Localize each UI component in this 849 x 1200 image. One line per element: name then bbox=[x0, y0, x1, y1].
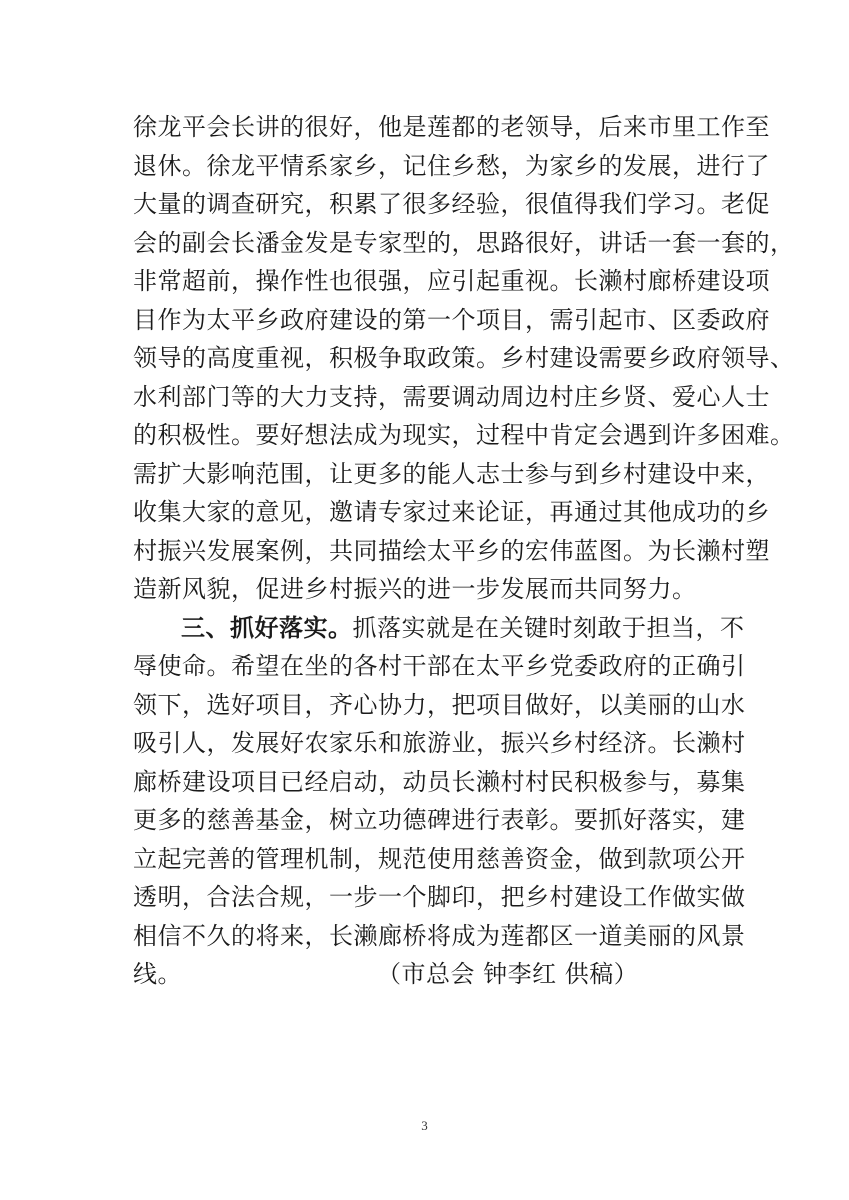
paragraph-2 bbox=[133, 609, 746, 994]
text-line: 需扩大影响范围，让更多的能人志士参与到乡村建设中来， bbox=[133, 459, 770, 488]
text-line: 相信不久的将来，长濑廊桥将成为莲都区一道美丽的风景 bbox=[133, 921, 746, 950]
text-line: 退休。徐龙平情系家乡，记住乡愁，为家乡的发展，进行了 bbox=[133, 151, 770, 180]
text-line: 辱使命。希望在坐的各村干部在太平乡党委政府的正确引 bbox=[133, 652, 746, 680]
text-line: 廊桥建设项目已经启动，动员长濑村村民积极参与，募集 bbox=[133, 767, 746, 796]
text-line: 收集大家的意见，邀请专家过来论证，再通过其他成功的乡 bbox=[133, 498, 770, 526]
text-line: 领导的高度重视，积极争取政策。乡村建设需要乡政府领导、 bbox=[133, 344, 795, 372]
text-line: 的积极性。要好想法成为现实，过程中肯定会遇到许多困难。 bbox=[133, 421, 795, 449]
paragraph-1 bbox=[133, 108, 795, 609]
text-line: 非常超前，操作性也很强，应引起重视。长濑村廊桥建设项 bbox=[133, 267, 770, 295]
text-line: 会的副会长潘金发是专家型的，思路很好，讲话一套一套的， bbox=[133, 228, 795, 257]
text-line: 目作为太平乡政府建设的第一个项目，需引起市、区委政府 bbox=[133, 305, 770, 334]
text-line: 吸引人，发展好农家乐和旅游业，振兴乡村经济。长濑村 bbox=[133, 729, 746, 757]
page-number: 3 bbox=[421, 1118, 428, 1133]
text-line: 大量的调查研究，积累了很多经验，很值得我们学习。老促 bbox=[133, 190, 770, 218]
text-line bbox=[133, 955, 716, 994]
text-line: 立起完善的管理机制，规范使用慈善资金，做到款项公开 bbox=[133, 844, 746, 873]
body-text bbox=[133, 108, 795, 994]
text-line-end: 线。 bbox=[133, 960, 182, 988]
section-heading: 三、抓好落实。 bbox=[181, 612, 353, 642]
text-line: 领下，选好项目，齐心协力，把项目做好，以美丽的山水 bbox=[133, 690, 746, 719]
text-line: 透明，合法合规，一步一个脚印，把乡村建设工作做实做 bbox=[133, 883, 746, 911]
text-line: 造新风貌，促进乡村振兴的进一步发展而共同努力。 bbox=[133, 575, 697, 603]
text-line: 水利部门等的大力支持，需要调动周边村庄乡贤、爱心人士 bbox=[133, 382, 770, 411]
author-credit: （市总会 钟李红 供稿） bbox=[377, 960, 639, 988]
text-line: 村振兴发展案例，共同描绘太平乡的宏伟蓝图。为长濑村塑 bbox=[133, 536, 770, 565]
text-line bbox=[133, 609, 745, 648]
text-line-rest: 抓落实就是在关键时刻敢于担当，不 bbox=[352, 613, 745, 642]
text-line: 更多的慈善基金，树立功德碑进行表彰。要抓好落实，建 bbox=[133, 806, 746, 834]
text-line: 徐龙平会长讲的很好，他是莲都的老领导，后来市里工作至 bbox=[133, 113, 770, 141]
